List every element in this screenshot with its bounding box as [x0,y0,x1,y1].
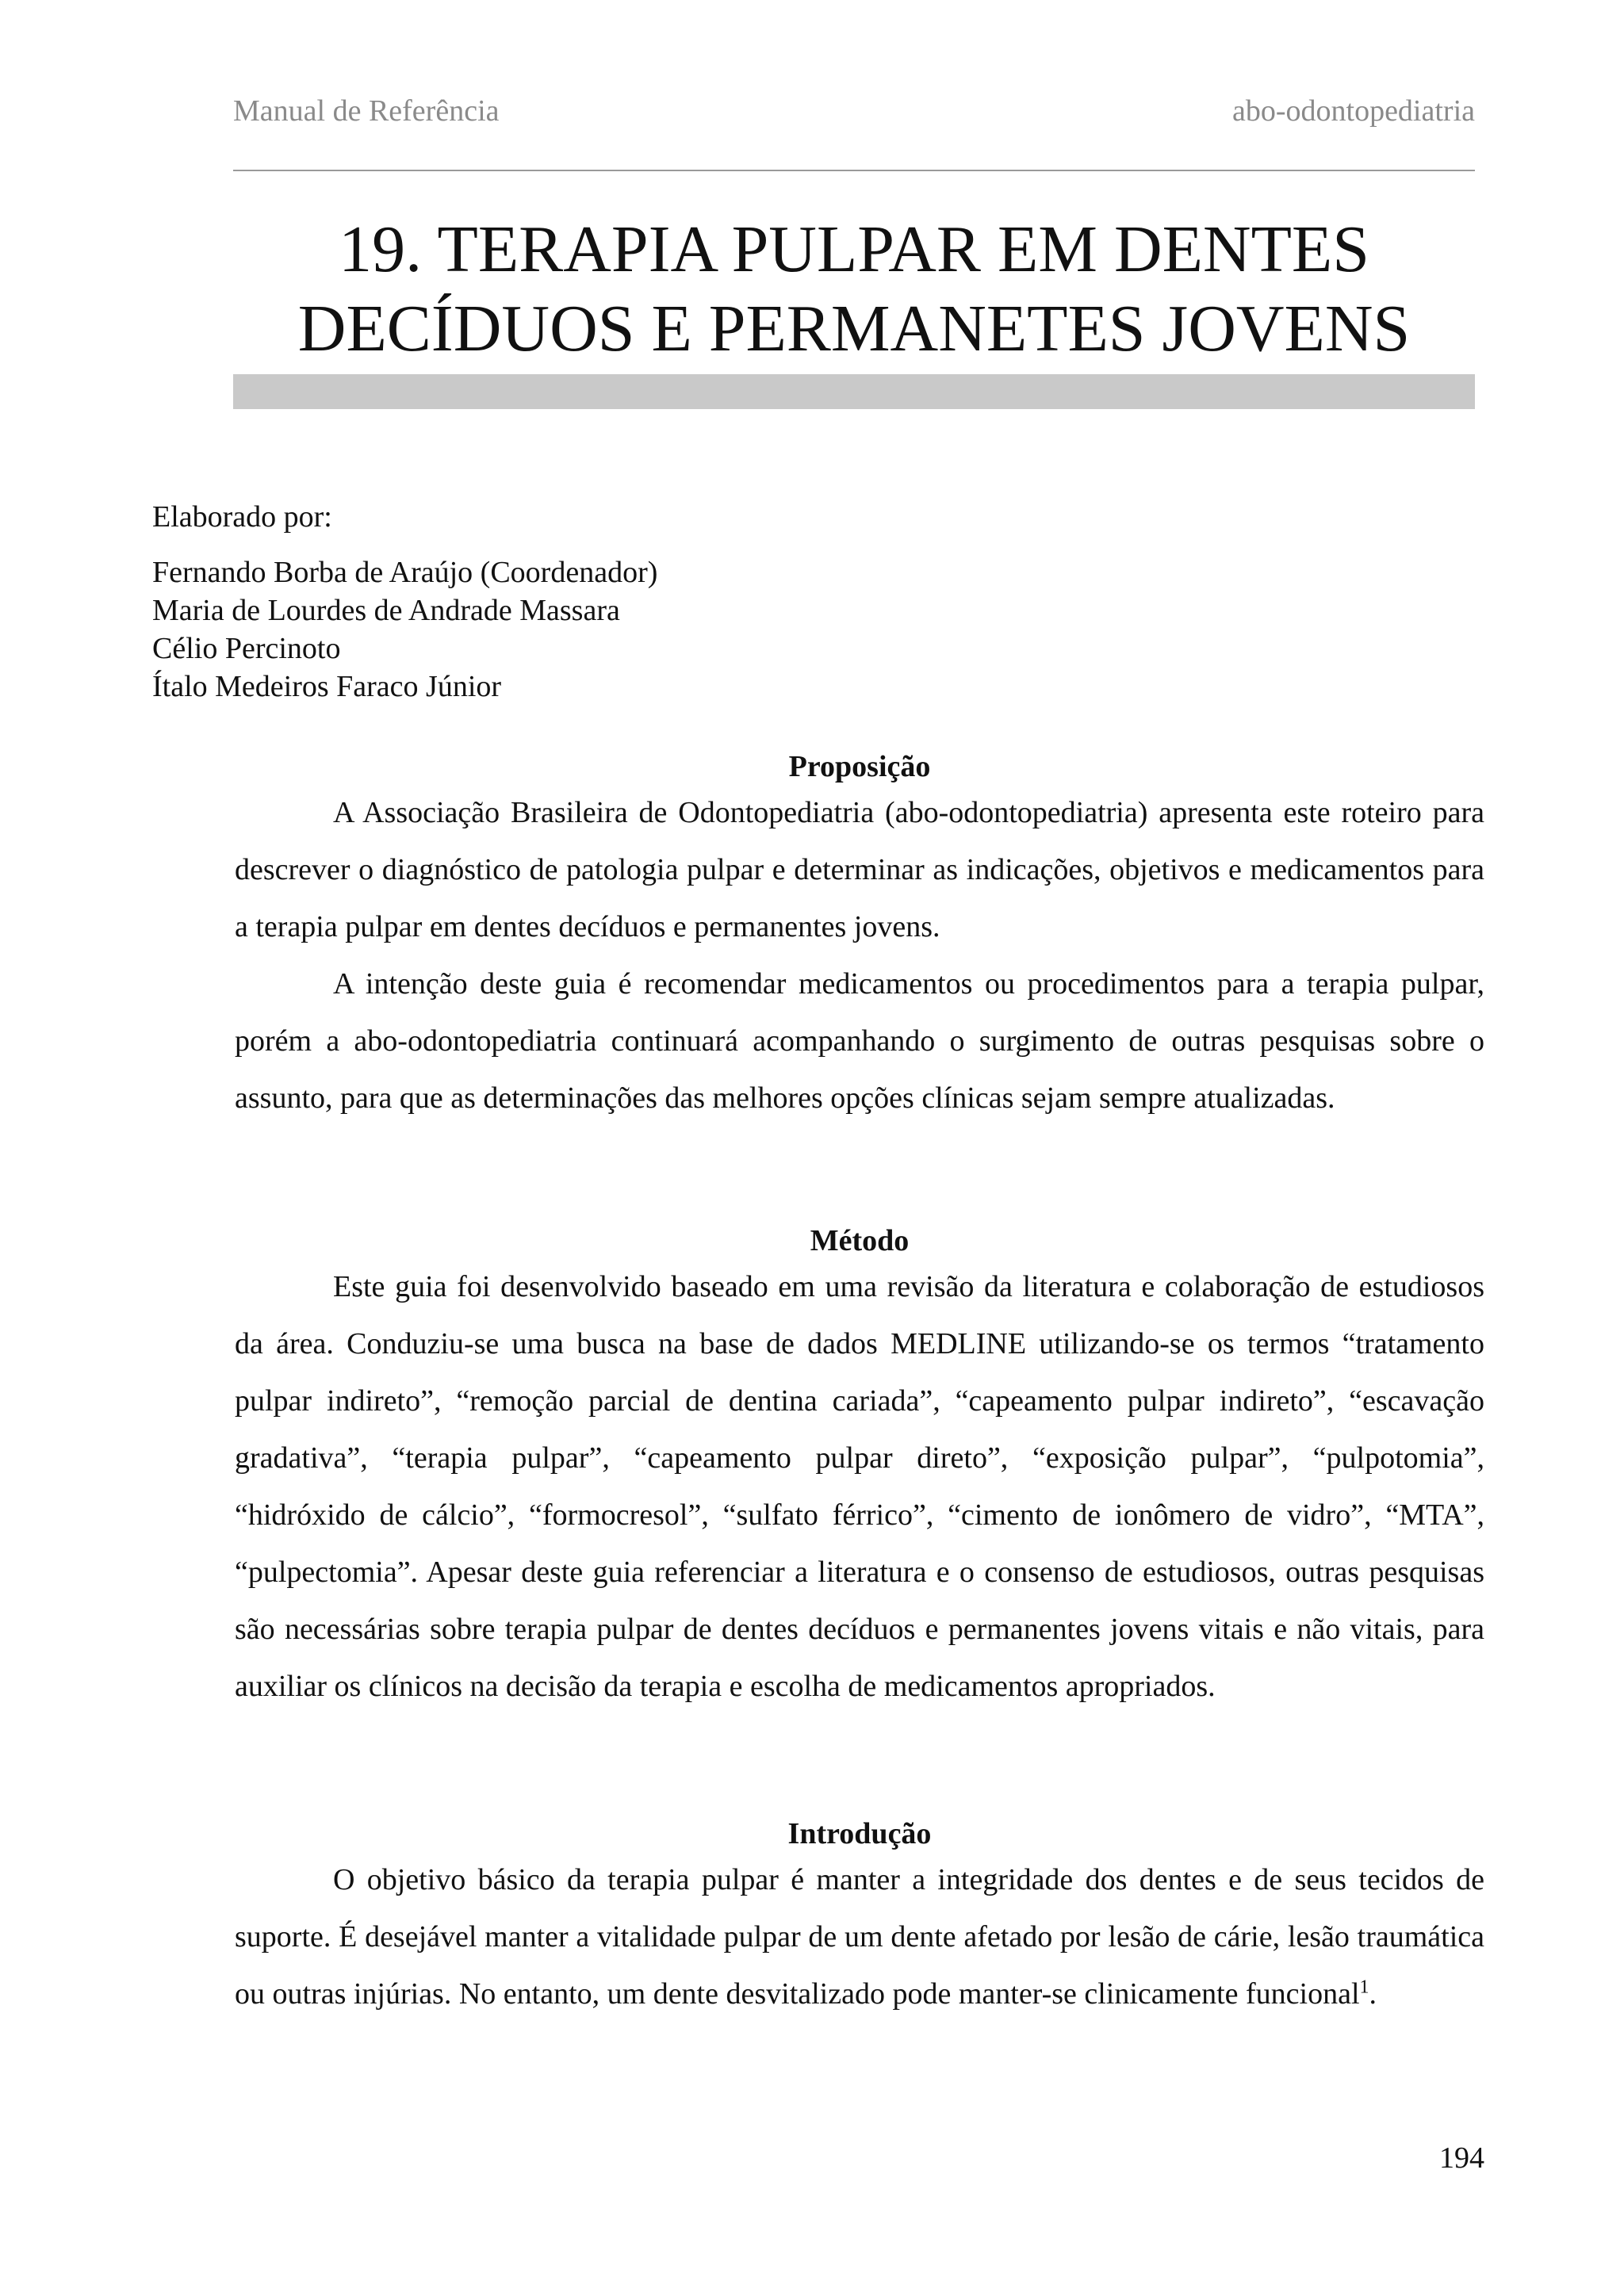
paragraph-text: O objetivo básico da terapia pulpar é manter a integridade dos dentes e de seus tecidos de suporte. É desejável manter a vitalidade pulpar de um dente afetado por lesão de cárie, lesão traumática ou outras injúrias. No entanto, um dente desvitalizado pode manter-se clinicamente funcional [235,1863,1484,2011]
section-metodo [235,1223,1484,1715]
author-name: Célio Percinoto [152,632,341,665]
header-rule [233,170,1475,171]
section-introducao [235,1816,1484,2022]
header-manual-title: Manual de Referência [233,94,500,128]
section-proposicao [235,749,1484,1127]
header-organization: abo-odontopediatria [1231,94,1475,128]
paragraph-end-punctuation: . [1369,1977,1377,2011]
page-number: 194 [1439,2141,1484,2175]
chapter-title-line-2: DECÍDUOS E PERMANETES JOVENS [297,292,1411,365]
paragraph: Este guia foi desenvolvido baseado em uma revisão da literatura e colaboração de estudiosos da área. Conduziu-se uma busca na base de dados MEDLINE utilizando-se os termos “tratamento pulpar indireto”, “remoção parcial de dentina cariada”, “capeamento pulpar indireto”, “escavação gradativa”, “terapia pulpar”, “capeamento pulpar direto”, “exposição pulpar”, “pulpotomia”, “hidróxido de cálcio”, “formocresol”, “sulfato férrico”, “cimento de ionômero de vidro”, “MTA”, “pulpectomia”. Apesar deste guia referenciar a literatura e o consenso de estudiosos, outras pesquisas são necessárias sobre terapia pulpar de dentes decíduos e permanentes jovens vitais e não vitais, para auxiliar os clínicos na decisão da terapia e escolha de medicamentos apropriados. [235,1270,1484,1703]
title-underline-bar [233,374,1475,409]
author-name: Ítalo Medeiros Faraco Júnior [152,670,502,703]
section-heading-proposicao: Proposição [788,750,931,783]
author-list [152,553,657,706]
paragraph [235,1851,1484,2022]
author-name: Maria de Lourdes de Andrade Massara [152,594,620,627]
paragraph: A intenção deste guia é recomendar medicamentos ou procedimentos para a terapia pulpar, porém a abo-odontopediatria continuará acompanhando o surgimento de outras pesquisas sobre o assunto, para que as determinações das melhores opções clínicas sejam sempre atualizadas. [235,967,1484,1115]
section-heading-metodo: Método [810,1224,910,1257]
chapter-title [233,210,1475,369]
author-name: Fernando Borba de Araújo (Coordenador) [152,556,658,589]
chapter-title-line-1: 19. TERAPIA PULPAR EM DENTES [339,212,1369,286]
credits-label: Elaborado por: [152,500,332,534]
footnote-reference[interactable]: 1 [1359,1976,1369,1998]
paragraph: A Associação Brasileira de Odontopediatria (abo-odontopediatria) apresenta este roteiro para descrever o diagnóstico de patologia pulpar e determinar as indicações, objetivos e medicamentos para a terapia pulpar em dentes decíduos e permanentes jovens. [235,796,1484,943]
section-heading-introducao: Introdução [787,1817,932,1850]
